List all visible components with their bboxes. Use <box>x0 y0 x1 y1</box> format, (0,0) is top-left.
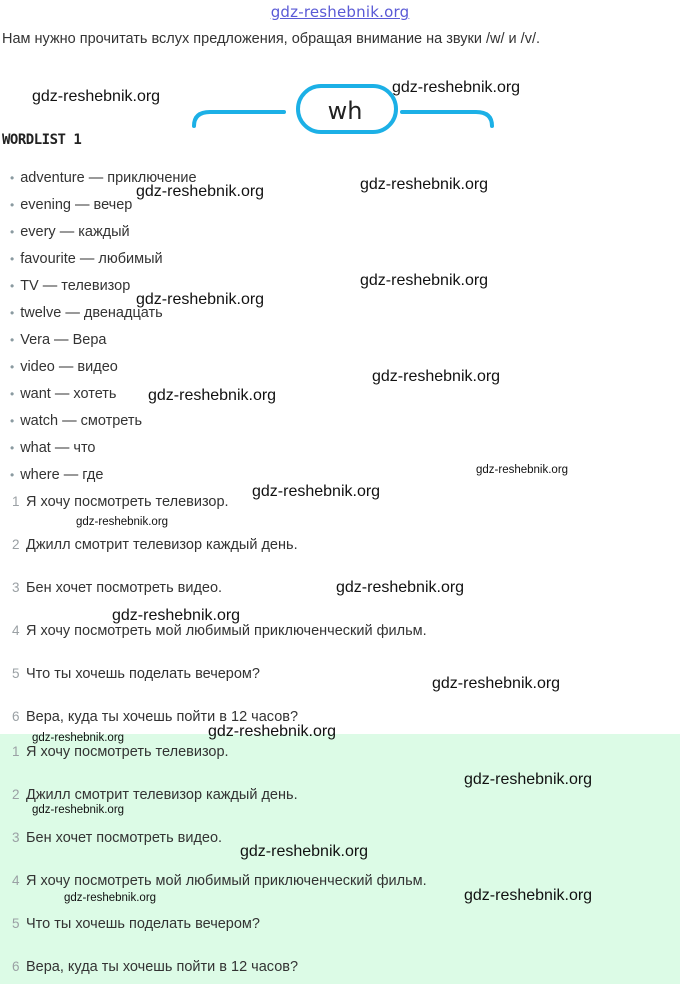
answer-row <box>12 959 298 975</box>
sentence-number: 5 <box>12 666 20 681</box>
bullet-icon: • <box>10 441 15 455</box>
answer-number: 1 <box>12 744 20 759</box>
watermark: gdz-reshebnik.org <box>360 176 489 193</box>
word-item-text: TV — телевизор <box>20 278 131 294</box>
bullet-icon: • <box>10 468 15 482</box>
watermark: gdz-reshebnik.org <box>240 843 369 860</box>
sentence-number: 6 <box>12 709 20 724</box>
word-item <box>10 251 163 267</box>
watermark: gdz-reshebnik.org <box>432 675 561 692</box>
answer-text: Вера, куда ты хочешь пойти в 12 часов? <box>26 959 299 975</box>
sentence-row <box>12 537 298 553</box>
sentence-row <box>12 666 260 682</box>
answer-text: Я хочу посмотреть телевизор. <box>26 744 229 760</box>
word-item <box>10 278 130 294</box>
word-item <box>10 440 96 456</box>
answer-row <box>12 873 427 889</box>
bullet-icon: • <box>10 306 15 320</box>
watermark: gdz-reshebnik.org <box>464 771 593 788</box>
sentence-number: 1 <box>12 494 20 509</box>
bullet-icon: • <box>10 252 15 266</box>
word-item-text: where — где <box>20 467 104 483</box>
word-item-text: evening — вечер <box>20 197 133 213</box>
watermark: gdz-reshebnik.org <box>148 387 277 404</box>
watermark: gdz-reshebnik.org <box>208 723 337 740</box>
bullet-icon: • <box>10 198 15 212</box>
answer-number: 6 <box>12 959 20 974</box>
answer-number: 4 <box>12 873 20 888</box>
sentence-text: Что ты хочешь поделать вечером? <box>26 666 260 682</box>
answer-row <box>12 787 298 803</box>
sentence-text: Джилл смотрит телевизор каждый день. <box>26 537 298 553</box>
sentence-text: Я хочу посмотреть мой любимый приключенческий фильм. <box>26 623 427 639</box>
word-item-text: video — видео <box>20 359 118 375</box>
watermark: gdz-reshebnik.org <box>32 88 161 105</box>
word-item-text: what — что <box>20 440 96 456</box>
watermark: gdz-reshebnik.org <box>112 607 241 624</box>
word-item <box>10 332 106 348</box>
answer-row <box>12 916 260 932</box>
word-item <box>10 386 116 402</box>
word-item-text: watch — смотреть <box>20 413 143 429</box>
word-item-text: twelve — двенадцать <box>20 305 163 321</box>
sentence-number: 2 <box>12 537 20 552</box>
sentence-text: Вера, куда ты хочешь пойти в 12 часов? <box>26 709 299 725</box>
answer-text: Бен хочет посмотреть видео. <box>26 830 223 846</box>
watermark: gdz-reshebnik.org <box>360 272 489 289</box>
wordlist-title: WORDLIST 1 <box>2 132 82 148</box>
answer-number: 3 <box>12 830 20 845</box>
watermark: gdz-reshebnik.org <box>32 804 125 816</box>
word-item-text: every — каждый <box>20 224 130 240</box>
watermark: gdz-reshebnik.org <box>372 368 501 385</box>
bullet-icon: • <box>10 414 15 428</box>
watermark: gdz-reshebnik.org <box>64 892 157 904</box>
instruction-text: Нам нужно прочитать вслух предложения, обращая внимание на звуки /w/ и /v/. <box>2 31 541 47</box>
watermark: gdz-reshebnik.org <box>136 291 265 308</box>
watermark: gdz-reshebnik.org <box>136 183 265 200</box>
answer-text: Я хочу посмотреть мой любимый приключенческий фильм. <box>26 873 427 889</box>
watermark: gdz-reshebnik.org <box>32 732 125 744</box>
answer-number: 5 <box>12 916 20 931</box>
bullet-icon: • <box>10 333 15 347</box>
answer-number: 2 <box>12 787 20 802</box>
site-header-link[interactable]: gdz-reshebnik.org <box>270 3 410 21</box>
word-item <box>10 359 118 375</box>
answer-text: Что ты хочешь поделать вечером? <box>26 916 260 932</box>
answer-text: Джилл смотрит телевизор каждый день. <box>26 787 298 803</box>
watermark: gdz-reshebnik.org <box>336 579 465 596</box>
answer-row <box>12 830 222 846</box>
word-item-text: want — хотеть <box>20 386 117 402</box>
bullet-icon: • <box>10 171 15 185</box>
word-item-text: Vera — Вера <box>20 332 107 348</box>
watermark: gdz-reshebnik.org <box>464 887 593 904</box>
watermark: gdz-reshebnik.org <box>392 79 521 96</box>
bullet-icon: • <box>10 360 15 374</box>
watermark: gdz-reshebnik.org <box>252 483 381 500</box>
sentence-row <box>12 580 222 596</box>
word-item <box>10 197 132 213</box>
sentence-text: Я хочу посмотреть телевизор. <box>26 494 229 510</box>
word-item <box>10 224 130 240</box>
word-item-text: favourite — любимый <box>20 251 163 267</box>
answer-row <box>12 744 229 760</box>
sentence-number: 3 <box>12 580 20 595</box>
word-item <box>10 413 142 429</box>
word-item-text: adventure — приключение <box>20 170 197 186</box>
bullet-icon: • <box>10 225 15 239</box>
bullet-icon: • <box>10 387 15 401</box>
sound-badge-label: wh <box>327 97 363 125</box>
sentence-text: Бен хочет посмотреть видео. <box>26 580 223 596</box>
watermark: gdz-reshebnik.org <box>76 516 169 528</box>
sentence-row <box>12 494 229 510</box>
watermark: gdz-reshebnik.org <box>476 464 569 476</box>
sentence-row <box>12 623 427 639</box>
word-item <box>10 467 103 483</box>
bullet-icon: • <box>10 279 15 293</box>
sentence-number: 4 <box>12 623 20 638</box>
